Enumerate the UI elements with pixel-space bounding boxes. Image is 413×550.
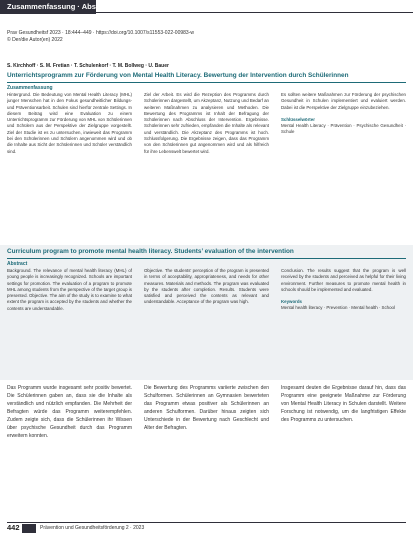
body-text-col3: Insgesamt deuten die Ergebnisse darauf hin, dass das Programm eine geeignete Maßnahme zur Förderung von Mental Health Literacy in Schulen darstellt. Weitere Forschung ist notwendig, um die langfristigen Effekte des Programms zu untersuchen.	[281, 385, 406, 423]
english-abstract-col2: Objective. The students’ perception of the program is presented in terms of acceptability, appropriateness, and needs for other measures. Materials and methods. The program was evaluated by the students after completion. Results. Students were satisfied and perceived the contents as relevant and understandable. Acceptance of the program was high.	[144, 268, 269, 305]
german-keywords: Mental Health Literacy · Prävention · Psychische Gesundheit · Schule	[281, 123, 406, 135]
section-rule	[7, 82, 406, 83]
english-abstract-heading: Abstract	[7, 261, 28, 267]
citation-line: Prav Gesundheitsf 2023 · 18:444–449 · https://doi.org/10.1007/s11553-022-00983-w	[7, 30, 194, 36]
english-section-rule	[7, 258, 406, 259]
header-title: Zusammenfassung · Abstract	[7, 2, 113, 11]
footer-rule	[7, 522, 406, 523]
footer-bar	[22, 524, 36, 533]
page-header	[0, 0, 413, 14]
page-footer	[0, 522, 413, 536]
german-abstract-col2: Ziel der Arbeit. Es wird die Rezeption des Programms durch Schülerinnen dargestellt, um Akzeptanz, Nutzung und Bedarf an weiteren Maßnahmen zu analysieren und Methoden. Die Bewertung des Programms ist Inhalt der Befragung der Schülerinnen nach Abschluss der Intervention. Ergebnisse. Schülerinnen sehr zufrieden, empfanden die Inhalte als relevant und verständlich. Die Akzeptanz des Programms ist hoch. Schlussfolgerung. Die Ergebnisse zeigen, dass das Programm von den Schülerinnen gut angenommen wird und als hilfreich für ihre Lebenswelt bewertet wird.	[144, 92, 269, 154]
english-abstract-col1: Background. The relevance of mental health literacy (MHL) of young people is increasingly recognized. Schools are important settings for promotion. The evaluation of a program to promote MHL among students from the perspective of the target group is presented. Objective. The aim of the study is to examine to what extent the program is accepted by the students and whether the contents are understandable.	[7, 268, 132, 311]
english-abstract-col3: Conclusion. The results suggest that the program is well received by the students and perceived as helpful for their living environment. Further measures to promote mental health in schools should be implemented and evaluated. Keywords Mental health literacy · Prevention · Mental health · School	[281, 268, 406, 311]
author-list: S. Kirchhoff · S. M. Fretian · T. Schulenkorf · T. M. Bollweg · U. Bauer	[7, 63, 169, 69]
journal-name: Prävention und Gesundheitsförderung 2 · 2023	[40, 525, 145, 531]
german-summary-heading: Zusammenfassung	[7, 85, 53, 91]
header-rule	[96, 12, 413, 13]
english-title: Curriculum program to promote mental health literacy. Students’ evaluation of the intervention	[7, 248, 294, 255]
english-keywords: Mental health literacy · Prevention · Mental health · School	[281, 305, 395, 311]
german-abstract-col3: Es sollten weitere Maßnahmen zur Förderung der psychischen Gesundheit in Schulen implementiert und evaluiert werden. Dabei ist die Perspektive der Zielgruppe einzubeziehen. Schlüsselwörter Mental Health Literacy · Prävention · Psychische Gesundheit · Schule	[281, 92, 406, 135]
german-keywords-heading: Schlüsselwörter	[281, 116, 315, 122]
body-text-col2: Die Bewertung des Programms variierte zwischen den Schulformen. Schülerinnen an Gymnasien bewerteten das Programm etwas positiver als Schülerinnen an anderen Schulformen. Darüber hinaus zeigten sich Unterschiede in der Bewertung nach Geschlecht und Alter der Befragten.	[144, 385, 269, 431]
english-keywords-heading: Keywords	[281, 299, 302, 305]
copyright-line: © Der/die Autor(en) 2022	[7, 37, 63, 43]
german-abstract-col1: Hintergrund. Die Bedeutung von Mental Health Literacy (MHL) junger Menschen hat in den Fokus gesundheitlicher Bildungs- und Präventionsarbeit. Schulen sind hierfür zentrale Settings. In diesem Beitrag wird eine Evaluation zu einem Unterrichtsprogramm zur Förderung von MHL von Schülerinnen und Schülern aus der Perspektive der Zielgruppe vorgestellt. Ziel der Studie ist es zu untersuchen, inwieweit das Programm bei den Schülerinnen und Schülern angenommen wird und ob die Inhalte aus Sicht der Schülerinnen und Schüler verständlich sind.	[7, 92, 132, 154]
page-number: 442	[7, 523, 20, 532]
german-title: Unterrichtsprogramm zur Förderung von Mental Health Literacy. Bewertung der Intervention durch Schülerinnen	[7, 72, 349, 79]
body-text-col1: Das Programm wurde insgesamt sehr positiv bewertet. Die Schülerinnen gaben an, dass sie die Inhalte als verständlich und nützlich empfanden. Die Mehrheit der Befragten würde das Programm weiterempfehlen. Zudem zeigte sich, dass die Schülerinnen ihr Wissen über psychische Gesundheit durch das Programm erweitern konnten.	[7, 385, 132, 439]
